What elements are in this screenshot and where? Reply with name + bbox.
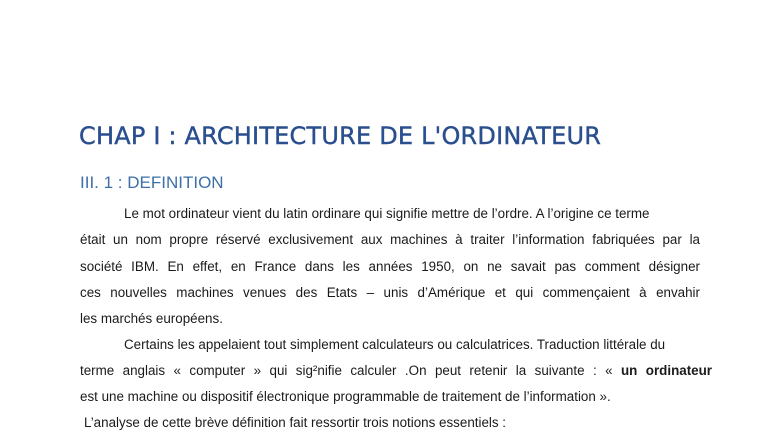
paragraph2-line3: est une machine ou dispositif électronique programmable de traitement de l’information ». xyxy=(80,389,611,404)
definition-term: un ordinateur xyxy=(621,363,712,378)
section-title: III. 1 : DEFINITION xyxy=(80,173,224,192)
paragraph2-line2 xyxy=(80,363,712,378)
paragraph1-line4: ces nouvelles machines venues des Etats – unis d’Amérique et qui commençaient à envahir xyxy=(80,285,700,300)
paragraph1-line5: les marchés européens. xyxy=(80,311,223,326)
paragraph2-line1: Certains les appelaient tout simplement calculateurs ou calculatrices. Traduction littérale du xyxy=(124,337,666,352)
paragraph2-line2-text: terme anglais « computer » qui sig²nifie calculer .On peut retenir la suivante : « xyxy=(80,363,613,378)
chapter-title: CHAP I : ARCHITECTURE DE L'ORDINATEUR xyxy=(79,122,602,150)
paragraph3-line1: L’analyse de cette brève définition fait ressortir trois notions essentiels : xyxy=(84,415,507,430)
paragraph1-line3: société IBM. En effet, en France dans les années 1950, on ne savait pas comment désigner xyxy=(80,259,700,274)
paragraph1-line1: Le mot ordinateur vient du latin ordinare qui signifie mettre de l’ordre. A l’origine ce terme xyxy=(124,206,650,221)
paragraph1-line2: était un nom propre réservé exclusivement aux machines à traiter l’information fabriquées par la xyxy=(80,232,700,247)
